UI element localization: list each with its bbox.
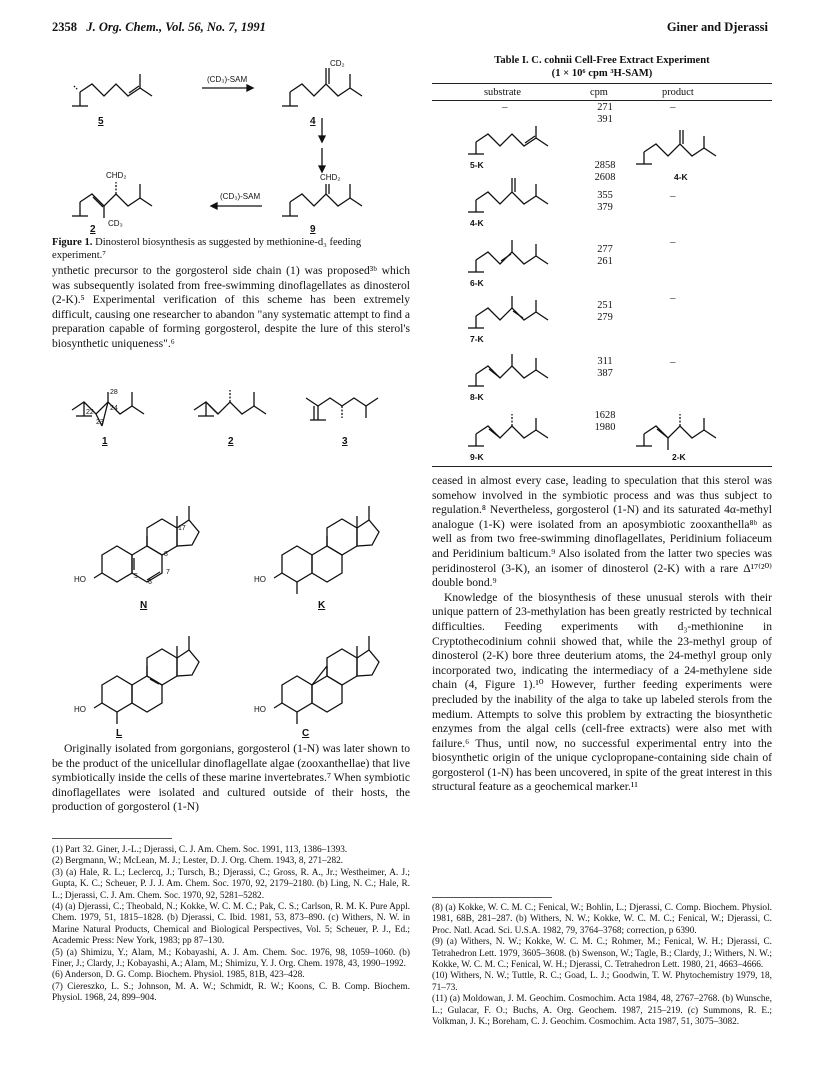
figure-1-caption-title: Figure 1. — [52, 237, 93, 248]
label-2-K-product: 2-K — [672, 452, 686, 462]
table-product: – — [670, 190, 676, 202]
table-title: Table I. C. cohnii Cell-Free Extract Experiment — [494, 55, 710, 66]
structure-2-K-product — [636, 414, 716, 450]
structure-2 — [72, 182, 152, 218]
journal-citation: J. Org. Chem., Vol. 56, No. 7, 1991 — [86, 20, 266, 34]
label-cd2: CD₂ — [330, 59, 345, 68]
body-paragraph: ceased in almost every case, leading to speculation that this sterol was somehow involved in the symbiotic process and was thus subject to regulation.⁸ Nevertheless, gorgosterol (1-N) and its saturated 4α-methyl analogue (1-K) were isolated from an aposymbiotic zooxanthella⁸ᵇ as well as from two free-swimming dinoflagellates, Peridinium foliaceum and Peridinium balticum.⁹ Also isolated from the latter two species was peridinosterol (3-K), an isomer of dinosterol (2-K) with a rare Δ¹⁷⁽²⁰⁾ double bond.⁹ — [432, 474, 772, 590]
label-compound-5: 5 — [98, 116, 104, 127]
structure-9-K — [468, 414, 548, 446]
label-N: N — [140, 600, 148, 611]
authors-header: Giner and Djerassi — [666, 20, 768, 34]
table-cpm: 271 391 — [597, 102, 613, 126]
atom-23: 23 — [96, 419, 104, 426]
label-8-K: 8-K — [470, 392, 484, 402]
footnote: (1) Part 32. Giner, J.-L.; Djerassi, C. J. Am. Chem. Soc. 1991, 113, 1386–1393. — [52, 845, 348, 855]
table-cpm: 311 387 — [597, 356, 613, 380]
nucleus-L — [94, 636, 199, 724]
table-cpm: 1628 1980 — [594, 410, 616, 434]
left-body-top — [52, 264, 410, 352]
structure-4-K-product — [636, 130, 716, 164]
body-paragraph: Knowledge of the biosynthesis of these unusual sterols with their unique pattern of 23-methylation has been greatly restricted by technical difficulties. Feeding experiments with d₃-methionine in Cryptothecodinium cohnii showed that, while the 23-methyl group of dinosterol (2-K) bore three deuterium atoms, the 24-methyl group only incorporated two, indicating the intermediacy of a 24-methylene side chain (4, Figure 1).¹⁰ However, further feeding experiments were precluded by the inability of the alga to take up labeled sterols from the medium. Attempts to solve this problem by extracting the biosynthetic enzymes from the algal cells (cell-free extracts) were also met with failure.⁶ Thus, until now, no successful experimental entry into the biosynthetic origin of the unique cyclopropane-containing side chain of gorgosterol (1-N) has been uncovered, in spite of the great interest in this structural feature as a geochemical marker.¹¹ — [432, 590, 772, 794]
label-K: K — [318, 600, 326, 611]
table-product: – — [670, 101, 676, 113]
structure-6-K — [468, 240, 548, 272]
atom-22: 22 — [86, 409, 94, 416]
ring-8: 8 — [164, 551, 168, 558]
table-cpm: 277 261 — [597, 244, 613, 268]
atom-28: 28 — [110, 389, 118, 396]
footnotes-right — [432, 903, 772, 1028]
footnote: (5) (a) Shimizu, Y.; Alam, M.; Kobayashi, A. J. Am. Chem. Soc. 1976, 98, 1059–1060. (b) Finer, J.; Clardy, J.; Kobayashi, A.; Alam, M.; Shimizu, Y. J. Org. Chem. 1978, 43, 1990–1992. — [52, 947, 410, 970]
nucleus-N — [94, 506, 199, 582]
footnote: (7) Ciereszko, L. S.; Johnson, M. A. W.; Schmidt, R. W.; Koons, C. B. Comp. Biochem. Physiol. 1968, 24, 899–904. — [52, 981, 410, 1004]
label-5-K: 5-K — [470, 160, 484, 170]
label-4-K: 4-K — [470, 218, 484, 228]
label-3: 3 — [342, 436, 348, 447]
ring-5: 5 — [134, 573, 138, 580]
label-cd3: CD₃ — [108, 219, 123, 228]
label-sam-2: (CD₃)-SAM — [220, 192, 261, 201]
footnote-rule-left — [52, 838, 172, 839]
atom-24: 24 — [110, 405, 118, 412]
label-chd2-9: CHD₂ — [320, 173, 341, 182]
label-compound-4: 4 — [310, 116, 316, 127]
table-substrate: – — [502, 101, 508, 113]
page-number: 2358 — [52, 20, 77, 34]
left-body-bottom — [52, 742, 410, 815]
label-sam-1: (CD₃)-SAM — [207, 75, 248, 84]
table-cpm: 2858 2608 — [594, 160, 616, 184]
table-subtitle: (1 × 10⁶ cpm ³H-SAM) — [551, 67, 653, 79]
structure-7-K — [468, 296, 548, 328]
label-9-K: 9-K — [470, 452, 484, 462]
footnote-rule-right — [432, 897, 552, 898]
label-chd2-2: CHD₂ — [106, 171, 127, 180]
ho-C: HO — [254, 705, 266, 714]
right-body — [432, 474, 772, 795]
steroid-nuclei — [52, 460, 412, 740]
side-chain-structures — [52, 388, 412, 448]
figure-1-caption — [52, 237, 410, 262]
running-header — [52, 20, 266, 35]
footnote: (9) (a) Withers, N. W.; Kokke, W. C. M. C.; Rohmer, M.; Fenical, W. H.; Djerassi, C. Tetrahedron Lett. 1979, 3605–3608. (b) Swenson, W.; Tagle, B.; Clardy, J.; Withers, N. W.; Kokke, W. C. M. C.; Fenical, W. H.; Djerassi, C. Tetrahedron Lett. 1980, 21, 4663–4666. — [432, 937, 772, 971]
structure-2-sidechain — [194, 390, 266, 416]
footnote: (11) (a) Moldowan, J. M. Geochim. Cosmochim. Acta 1984, 48, 2767–2768. (b) Wunsche, L.; Gulacar, F. O.; Buchs, A. Org. Geochem. 1987, 215–219. (c) Summons, R. E.; Volkman, J. K.; Boreham, C. J. Geochim. Cosmochim. Acta 1987, 51, 3075–3082. — [432, 994, 772, 1028]
structure-4-K — [468, 178, 548, 212]
table-bottom-rule — [432, 466, 772, 467]
structure-3-sidechain — [306, 398, 378, 420]
label-7-K: 7-K — [470, 334, 484, 344]
label-C: C — [302, 728, 310, 739]
ho-K: HO — [254, 575, 266, 584]
structure-5 — [72, 74, 152, 106]
ho-N: HO — [74, 575, 86, 584]
label-1: 1 — [102, 436, 108, 447]
figure-1-caption-text: Dinosterol biosynthesis as suggested by methionine-d₃ feeding experiment.⁷ — [52, 237, 362, 261]
table-cpm: 355 379 — [597, 190, 613, 214]
table-product: – — [670, 356, 676, 368]
table-header-rule — [432, 100, 772, 101]
structure-9 — [282, 184, 362, 216]
table-product: – — [670, 292, 676, 304]
label-compound-9: 9 — [310, 224, 316, 235]
body-paragraph: Originally isolated from gorgonians, gorgosterol (1-N) was later shown to be the product of the unicellular dinoflagellate algae (zooxanthellae) that live symbiotically inside the cells of these marine invertebrates.⁷ When symbiotic dinoflagellates were isolated and cultured outside of their hosts, the production of gorgosterol (1-N) — [52, 742, 410, 814]
table-1-title — [432, 55, 772, 80]
footnotes-left — [52, 845, 410, 1005]
table-col-cpm: cpm — [590, 87, 608, 98]
structure-4 — [282, 68, 362, 106]
structure-1 — [72, 392, 144, 426]
footnote: (3) (a) Hale, R. L.; Leclercq, J.; Tursch, B.; Djerassi, C.; Gross, R. A., Jr.; Westheimer, A. J.; Gupta, K. C.; Scheuer, P. J. J. Am. Chem. Soc. 1970, 92, 2179–2180. (b) Ling, N. C.; Hale, R. L.; Djerassi, C. J. Am. Chem. Soc. 1970, 92, 5281–5282. — [52, 867, 410, 901]
table-product: – — [670, 236, 676, 248]
footnote: (4) (a) Djerassi, C.; Theobald, N.; Kokke, W. C. M. C.; Pak, C. S.; Carlson, R. M. K. Pure Appl. Chem. 1979, 51, 1815–1828. (b) Djerassi, C. Ibid. 1981, 53, 873–890. (c) Withers, N. W. in Marine Natural Products, Chemical and Biological Perspectives, Vol. 5; Scheuer, P. J., Ed.; Academic Press: New York, 1983; pp 87–130. — [52, 902, 410, 947]
figure-1-scheme — [52, 56, 412, 236]
structure-8-K — [468, 354, 548, 386]
structure-5-K — [468, 126, 548, 154]
label-4-K-product: 4-K — [674, 172, 688, 182]
label-6-K: 6-K — [470, 278, 484, 288]
table-cpm: 251 279 — [597, 300, 613, 324]
ring-17: 17 — [178, 525, 186, 532]
table-col-product: product — [662, 87, 694, 98]
footnote: (10) Withers, N. W.; Tuttle, R. C.; Goad, L. J.; Goodwin, T. W. Phytochemistry 1979, 18, 71–73. — [432, 971, 772, 993]
label-compound-2: 2 — [90, 224, 96, 235]
ring-7: 7 — [166, 569, 170, 576]
body-paragraph: ynthetic precursor to the gorgosterol side chain (1) was proposed³ᵇ which was subsequently isolated from free-swimming dinoflagellates as dinosterol (2-K).⁵ Experimental verification of this scheme has been extremely difficult, causing one researcher to abandon "any systematic attempt to find a preparation capable of forming gorgosterol, despite the lure of this sterol's biosynthetic uniqueness".⁶ — [52, 264, 411, 350]
table-col-substrate: substrate — [484, 87, 521, 98]
label-L: L — [116, 728, 123, 739]
footnote: (2) Bergmann, W.; McLean, M. J.; Lester, D. J. Org. Chem. 1943, 8, 271–282. — [52, 856, 344, 867]
footnote: (6) Anderson, D. G. Comp. Biochem. Physiol. 1985, 81B, 423–428. — [52, 970, 305, 981]
table-top-rule — [432, 83, 772, 84]
footnote: (8) (a) Kokke, W. C. M. C.; Fenical, W.; Bohlin, L.; Djerassi, C. Comp. Biochem. Physiol. 1981, 68B, 281–287. (b) Withers, N. W.; Kokke, W. C. M. C.; Fenical, W.; Djerassi, C. Proc. Natl. Acad. Sci. U.S.A. 1982, 79, 3764–3768; correction, p 6390. — [432, 903, 772, 936]
label-2: 2 — [228, 436, 234, 447]
nucleus-K — [274, 506, 379, 594]
ring-6: 6 — [148, 579, 152, 586]
nucleus-C — [274, 636, 379, 724]
ho-L: HO — [74, 705, 86, 714]
